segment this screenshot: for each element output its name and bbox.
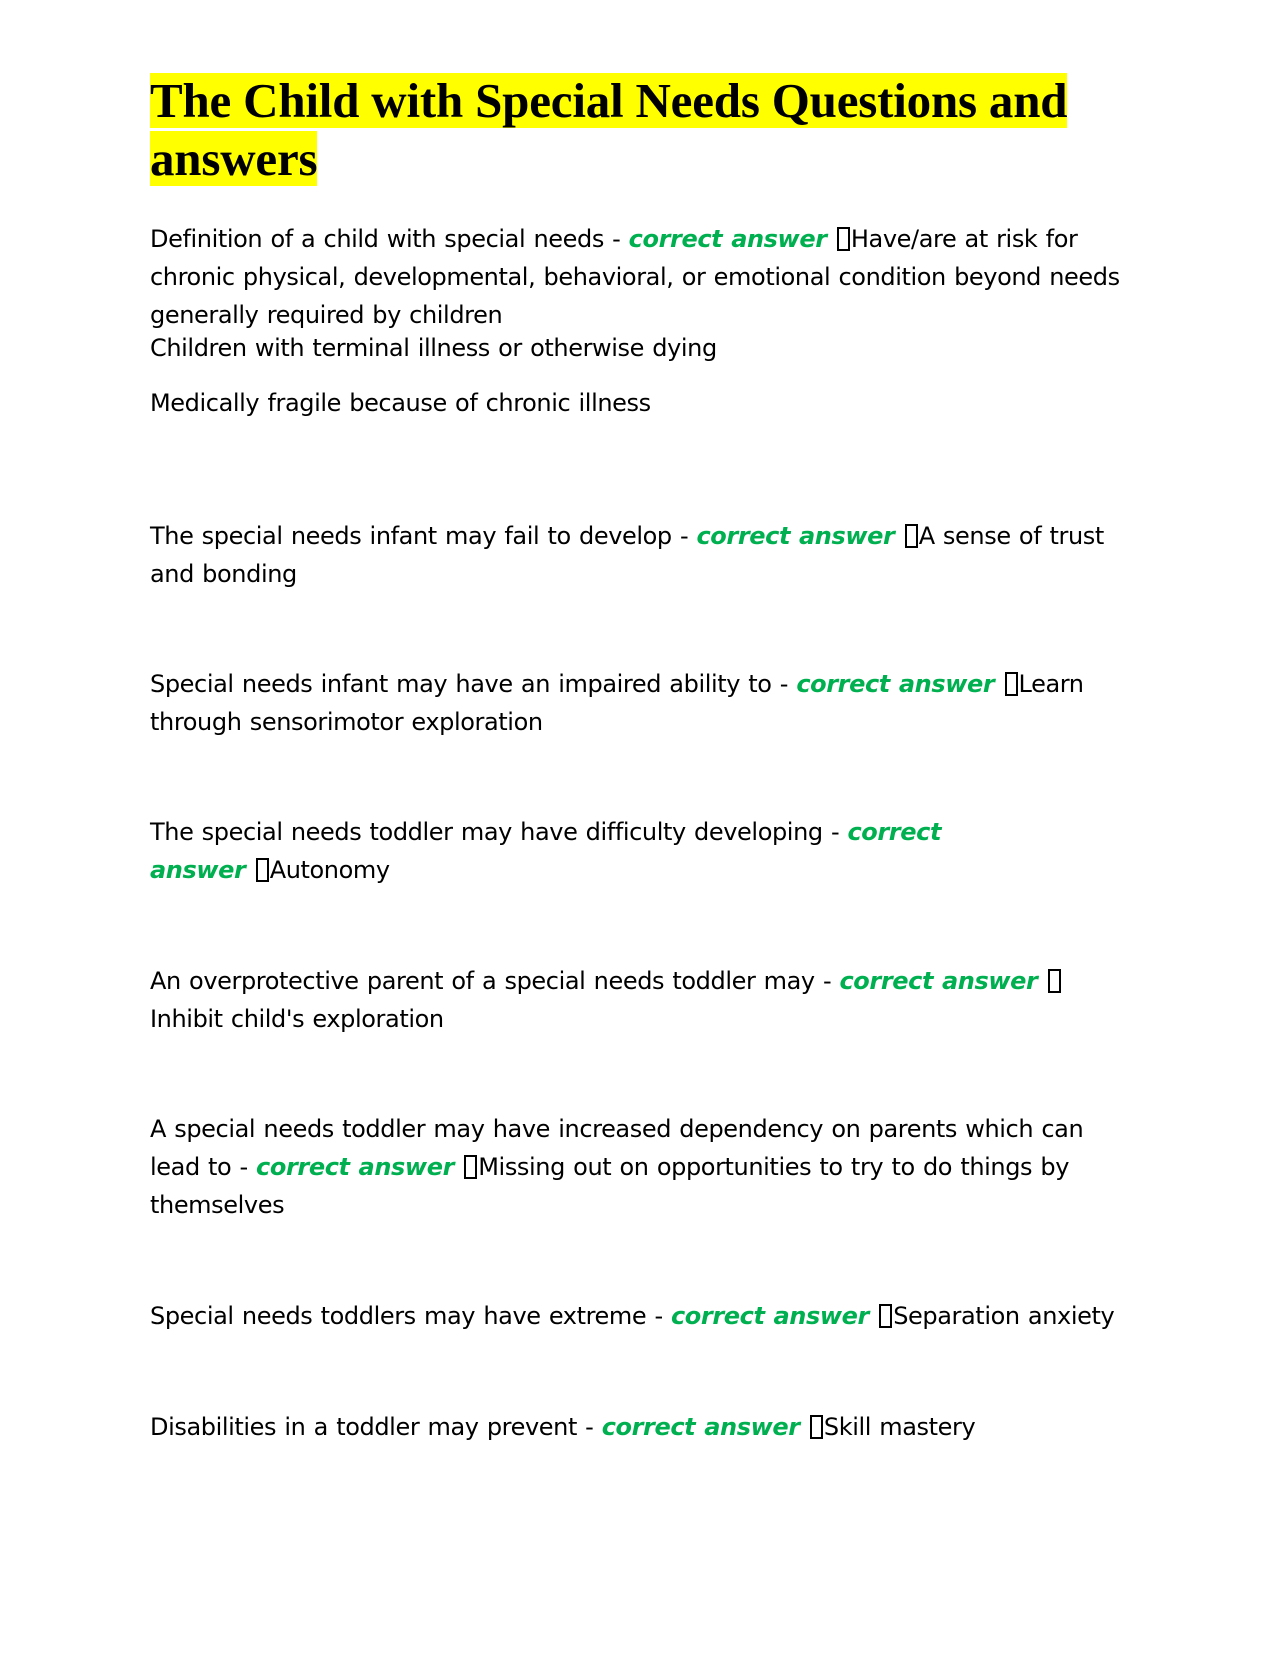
answer-text: Learn through sensorimotor exploration [150, 670, 1084, 736]
qa-item-8 [150, 1408, 975, 1446]
answer-text: Autonomy [269, 856, 390, 884]
qa-item-1-extra-1: Children with terminal illness or otherwise dying [150, 334, 717, 362]
question-text: The special needs toddler may have difficulty developing - [150, 818, 848, 846]
correct-answer-label: correct answer [628, 225, 827, 253]
qa-item-1 [150, 220, 1130, 334]
question-text: The special needs infant may fail to develop - [150, 522, 697, 550]
question-text: A special needs toddler may have increased dependency on parents which can lead to - [150, 1115, 1084, 1181]
missing-glyph-box-icon [810, 1415, 823, 1439]
answer-text: A sense of trust and bonding [150, 522, 1104, 588]
answer-text: Missing out on opportunities to try to do things by themselves [150, 1153, 1070, 1219]
document-title-text: The Child with Special Needs Questions and answers [150, 73, 1068, 186]
qa-item-3 [150, 665, 1130, 741]
question-text: Special needs infant may have an impaired ability to - [150, 670, 797, 698]
question-text: Definition of a child with special needs - [150, 225, 629, 253]
correct-answer-label: correct answer [839, 967, 1038, 995]
qa-item-2 [150, 517, 1130, 593]
answer-text: Have/are at risk for chronic physical, developmental, behavioral, or emotional condition beyond needs generally required by children [150, 225, 1120, 329]
missing-glyph-box-icon [905, 524, 918, 548]
missing-glyph-box-icon [879, 1304, 892, 1328]
qa-item-1-extra-2: Medically fragile because of chronic illness [150, 389, 651, 417]
answer-text: Inhibit child's exploration [150, 1005, 444, 1033]
qa-item-7 [150, 1297, 1114, 1335]
question-text: An overprotective parent of a special needs toddler may - [150, 967, 840, 995]
missing-glyph-box-icon [256, 858, 269, 882]
correct-answer-label: correct answer [796, 670, 995, 698]
question-text: Disabilities in a toddler may prevent - [150, 1413, 602, 1441]
correct-answer-label: correct answer [601, 1413, 800, 1441]
answer-text: Separation anxiety [893, 1302, 1115, 1330]
qa-item-4 [150, 813, 1030, 889]
missing-glyph-box-icon [464, 1155, 477, 1179]
correct-answer-label: correct answer [696, 522, 895, 550]
missing-glyph-box-icon [837, 227, 850, 251]
document-title [150, 72, 1130, 188]
answer-text: Skill mastery [823, 1413, 976, 1441]
missing-glyph-box-icon [1048, 969, 1061, 993]
correct-answer-label: correct answer [150, 818, 942, 884]
document-page [150, 72, 1130, 1441]
missing-glyph-box-icon [1005, 672, 1018, 696]
correct-answer-label: correct answer [256, 1153, 455, 1181]
question-text: Special needs toddlers may have extreme - [150, 1302, 671, 1330]
qa-item-6 [150, 1110, 1130, 1224]
correct-answer-label: correct answer [670, 1302, 869, 1330]
qa-item-5 [150, 962, 1130, 1038]
